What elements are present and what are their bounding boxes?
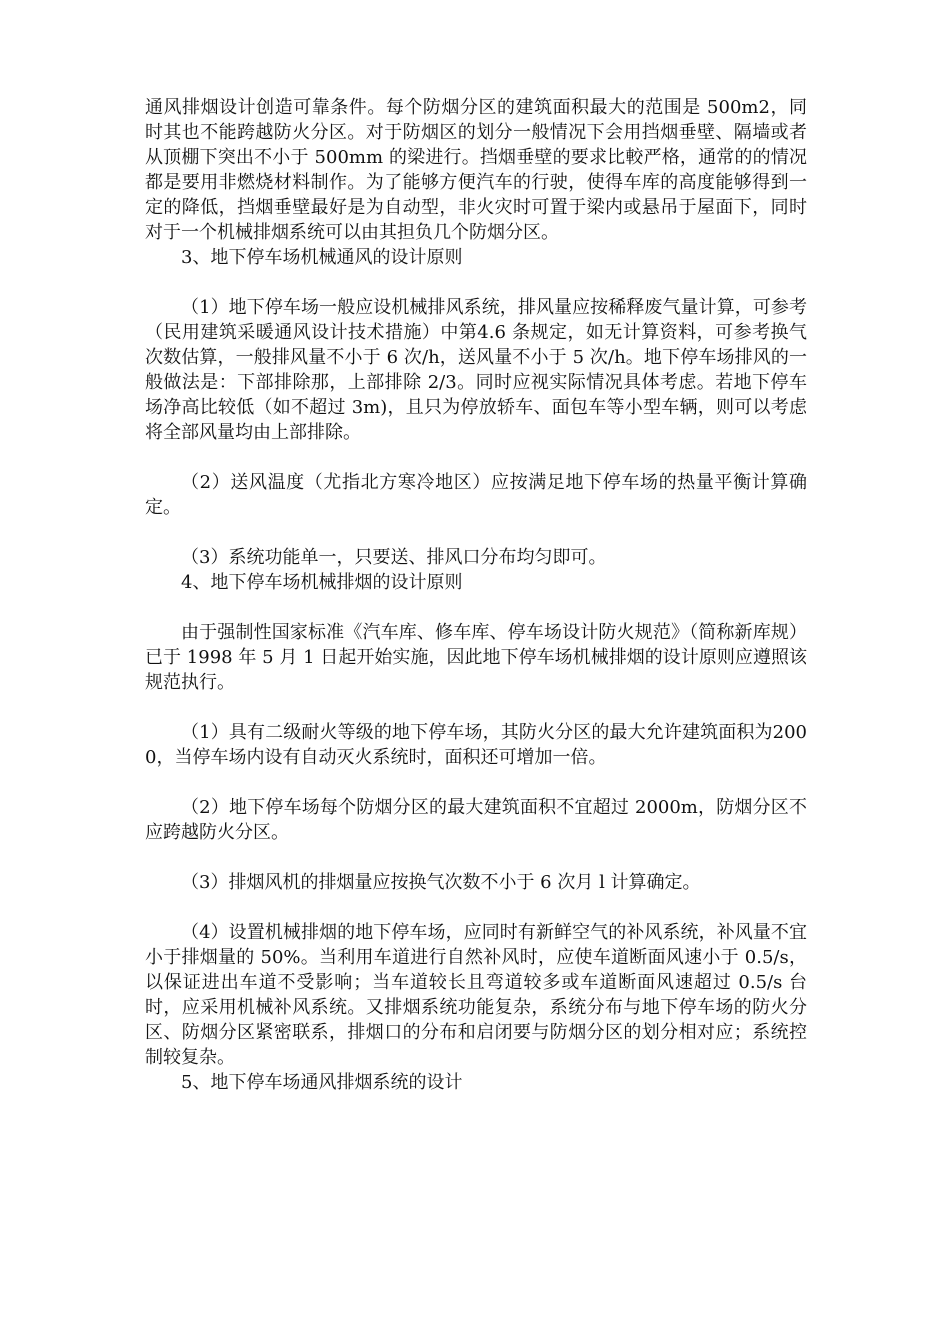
paragraph-smoke-zone-continuation: 通风排烟设计创造可靠条件。每个防烟分区的建筑面积最大的范围是 500m2，同时其也不能跨越防火分区。对于防烟区的划分一般情况下会用挡烟垂壁、隔墙或者从顶棚下突出不小于 500mm 的梁进行。挡烟垂壁的要求比較严格，通常的的情况都是要用非燃烧材料制作。为了能够方便汽车的行驶，使得车库的高度能够得到一定的降低，挡烟垂壁最好是为自动型，非火灾时可置于梁内或悬吊于屋面下，同时对于一个机械排烟系统可以由其担负几个防烟分区。 xyxy=(145,97,807,243)
paragraph-ventilation-rule-2: （2）送风温度（尤指北方寒冷地区）应按满足地下停车场的热量平衡计算确定。 xyxy=(145,472,807,518)
section-heading-4: 4、地下停车场机械排烟的设计原则 xyxy=(181,572,463,593)
section-heading-5: 5、地下停车场通风排烟系统的设计 xyxy=(181,1072,463,1093)
paragraph-fire-code-intro: 由于强制性国家标准《汽车库、修车库、停车场设计防火规范》（简称新库规）已于 1998 年 5 月 1 日起开始实施，因此地下停车场机械排烟的设计原则应遵照该规范执行。 xyxy=(145,622,807,693)
paragraph-smoke-rule-1: （1）具有二级耐火等级的地下停车场，其防火分区的最大允许建筑面积为2000，当停车场内设有自动灭火系统时，面积还可增加一倍。 xyxy=(145,722,807,768)
paragraph-ventilation-rule-3: （3）系统功能单一，只要送、排风口分布均匀即可。 xyxy=(181,547,607,568)
document-page xyxy=(145,95,807,1095)
section-heading-3: 3、地下停车场机械通风的设计原则 xyxy=(181,247,463,268)
paragraph-ventilation-rule-1: （1）地下停车场一般应设机械排风系统，排风量应按稀释废气量计算，可参考（民用建筑采暖通风设计技术措施）中第4.6 条规定，如无计算资料，可参考换气次数估算，一般排风量不小于 6 次/h，送风量不小于 5 次/h。地下停车场排风的一般做法是：下部排除那，上部排除 2/3。同时应视实际情况具体考虑。若地下停车场净高比较低（如不超过 3m)，且只为停放轿车、面包车等小型车辆，则可以考虑将全部风量均由上部排除。 xyxy=(145,297,807,443)
paragraph-smoke-rule-2: （2）地下停车场每个防烟分区的最大建筑面积不宜超过 2000m，防烟分区不应跨越防火分区。 xyxy=(145,797,807,843)
paragraph-smoke-rule-3: （3）排烟风机的排烟量应按换气次数不小于 6 次月 l 计算确定。 xyxy=(181,872,701,893)
paragraph-smoke-rule-4: （4）设置机械排烟的地下停车场，应同时有新鲜空气的补风系统，补风量不宜小于排烟量的 50%。当利用车道进行自然补风时，应使车道断面风速小于 0.5/s，以保证进出车道不受影响；当车道较长且弯道较多或车道断面风速超过 0.5/s 台时，应采用机械补风系统。又排烟系统功能复杂，系统分布与地下停车场的防火分区、防烟分区紧密联系，排烟口的分布和启闭要与防烟分区的划分相对应；系统控制较复杂。 xyxy=(145,922,807,1068)
